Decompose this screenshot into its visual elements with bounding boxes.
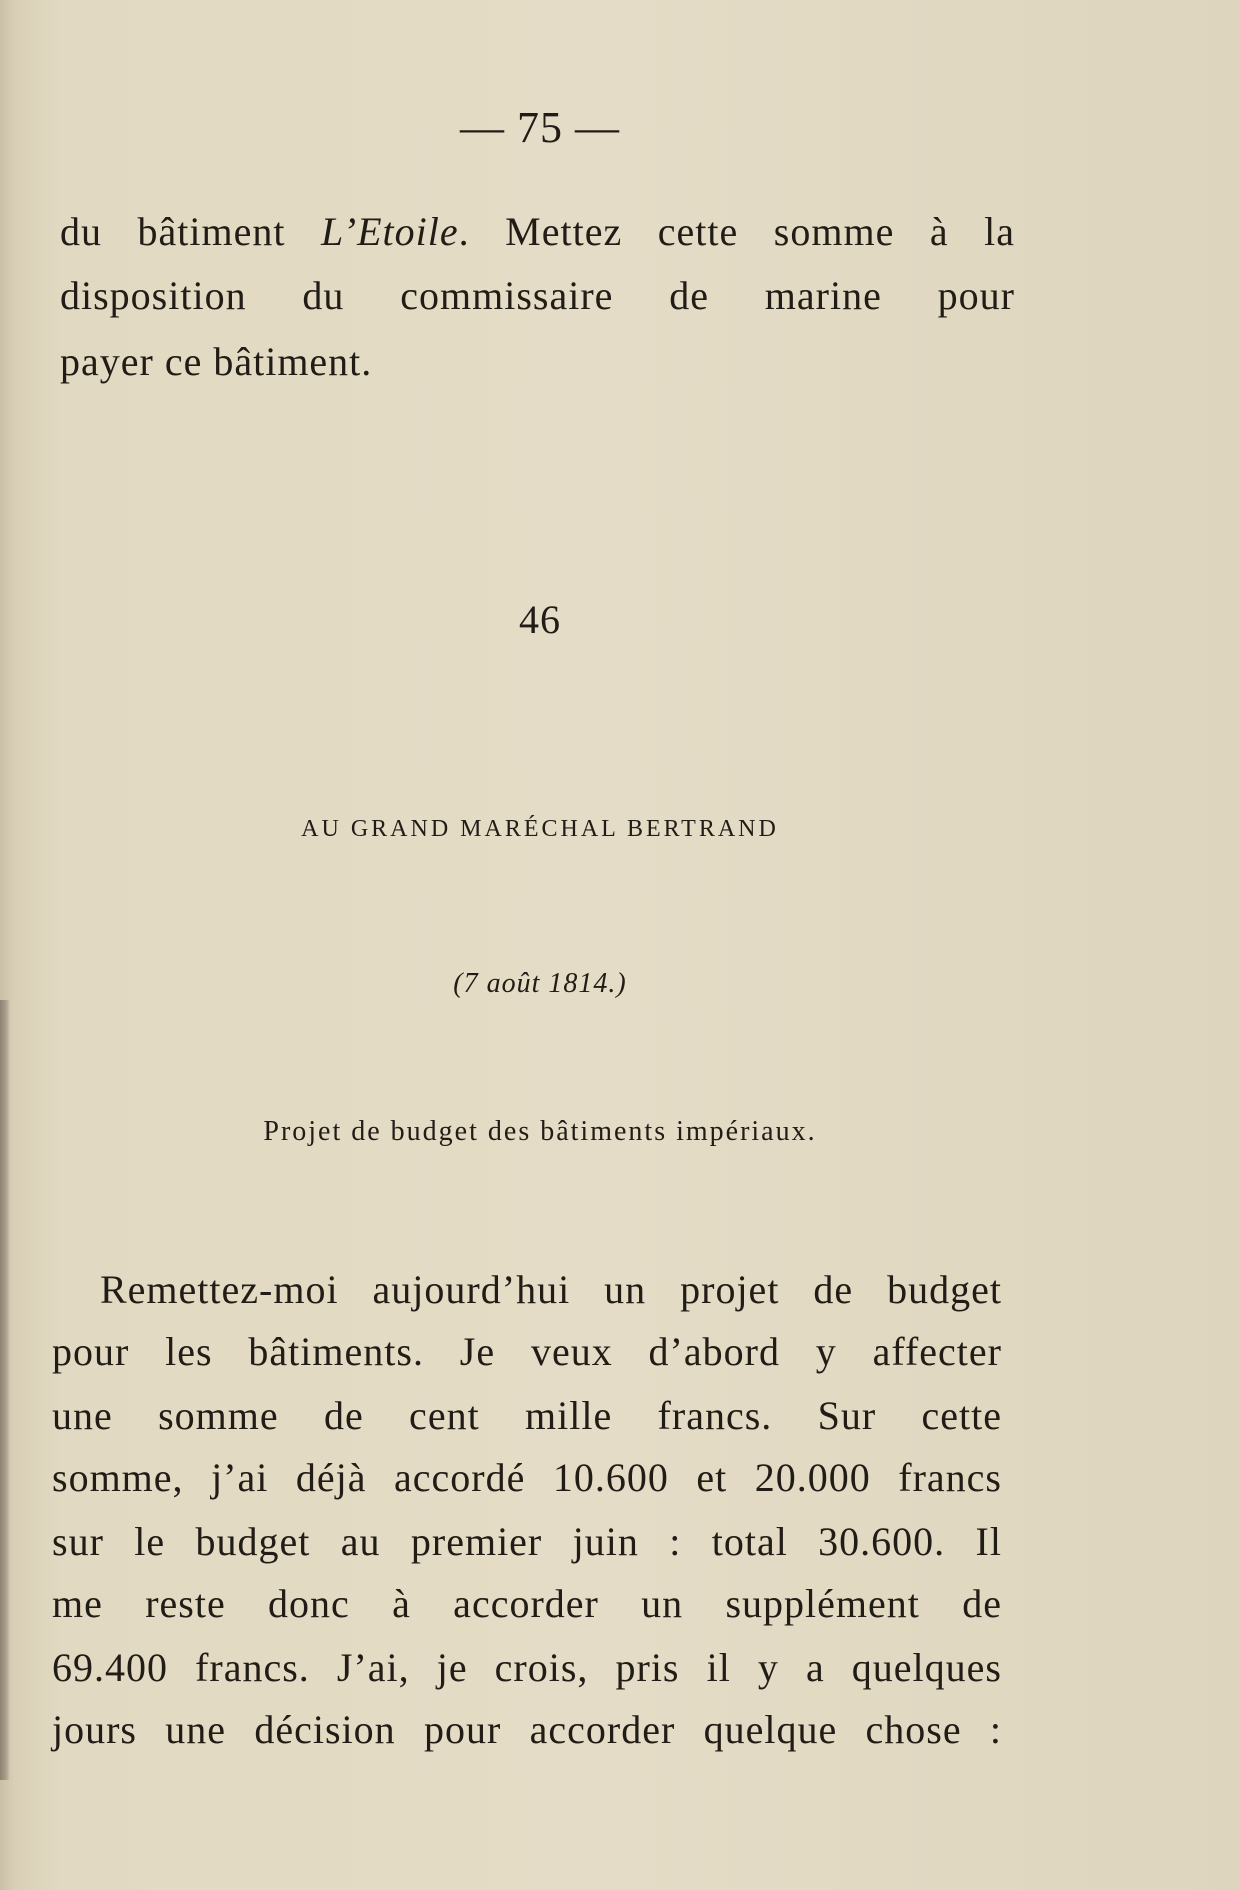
- letter-number: 46: [519, 597, 561, 642]
- continuation-line-1: [60, 208, 1015, 255]
- letter-body-line: une somme de cent mille francs. Sur cette: [52, 1393, 1002, 1438]
- text-segment: du bâtiment: [60, 209, 322, 254]
- letter-body-line: me reste donc à accorder un supplément de: [52, 1581, 1002, 1626]
- continuation-line-3: payer ce bâtiment.: [60, 339, 373, 384]
- letter-body-line: sur le budget au premier juin : total 30.600. Il: [52, 1519, 1002, 1564]
- continuation-line-2: disposition du commissaire de marine pour: [60, 273, 1015, 318]
- letter-body-line: Remettez-moi aujourd’hui un projet de budget: [100, 1267, 1002, 1312]
- ship-name: L’Etoile: [321, 209, 459, 254]
- page-number: — 75 —: [460, 103, 620, 152]
- letter-date: (7 août 1814.): [453, 968, 627, 999]
- letter-recipient: AU GRAND MARÉCHAL BERTRAND: [301, 816, 779, 842]
- letter-body-line: pour les bâtiments. Je veux d’abord y affecter: [52, 1329, 1002, 1374]
- letter-subject: Projet de budget des bâtiments impériaux.: [263, 1116, 817, 1147]
- letter-body-line: jours une décision pour accorder quelque chose :: [52, 1707, 1002, 1752]
- letter-body-line: 69.400 francs. J’ai, je crois, pris il y a quelques: [52, 1645, 1002, 1690]
- letter-body-line: somme, j’ai déjà accordé 10.600 et 20.000 francs: [52, 1455, 1002, 1500]
- text-segment: . Mettez cette somme à la: [458, 209, 1015, 254]
